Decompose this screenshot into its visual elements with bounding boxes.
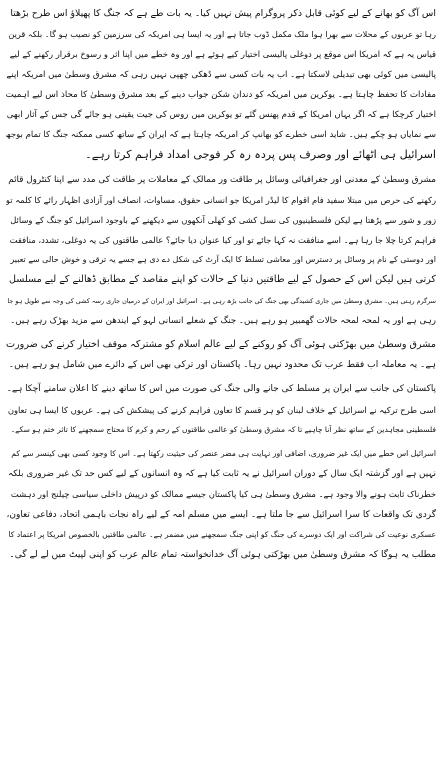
text-line: رکھنے کی حرص میں مبتلا سفید فام اقوام کا لیڈر امریکا جو انسانی حقوق، مساوات، انصاف اور آزادی اظہار رائے کا کلمہ تو — [6, 194, 436, 205]
paragraph-resources — [6, 170, 436, 332]
text-line: فلسطینی مجاہدین کے ساتھ نظر آنا چاہیے تا کہ مشرق وسطیٰ کو عالمی طاقتوں کے رحم و کرم کا محتاج سمجھنے کا تاثر ختم ہو سکے۔ — [10, 424, 436, 434]
text-line: زور و شور سے پڑھتا ہے لیکن فلسطینیوں کی نسل کشی کو کھلی آنکھوں سے دیکھنے کے باوجود اسرائیل کو جنگ کے وسائل — [10, 214, 436, 225]
text-line: اس آگ کو بھانے کے لیے کوئی قابل ذکر پروگرام پیش نہیں کیا۔ یہ بات طے ہے کہ جنگ کا پھیلاؤ اس طرح بڑھتا — [10, 8, 436, 19]
paragraph-unity — [6, 335, 436, 375]
text-line: پالیسی میں کوئی بھی تبدیلی لاسکتا ہے۔ اب یہ بات کسی سے ڈھکی چھپی نہیں رہی کہ مشرق وسطیٰ میں امریکہ اپنے — [6, 69, 436, 80]
text-line: مفادات کا تحفظ چاہتا ہے۔ یوکرین میں امریکہ کو دندان شکن جواب دینے کے بعد مشرق وسطیٰ کا محاذ اس لیے اہمیت — [6, 89, 436, 100]
text-line: سے نمایاں ہو چکے ہیں۔ شاید اسی خطرے کو بھانپ کر امریکہ چاہتا ہے کہ ایران کے ساتھ کسی ممکنہ جنگ کا تمام بوجھ — [6, 130, 436, 141]
text-line: گردی تک واقعات کا سرا اسرائیل سے جا ملتا ہے۔ ایسے میں مسلم امہ کے لیے راہ نجات باہمی اتحاد، دفاعی تعاون، — [6, 509, 436, 520]
text-line: اسرائیل ہی اٹھائے اور وصرف پس پردہ رہ کر فوجی امداد فراہم کرتا رہے۔ — [85, 148, 436, 162]
text-line: نہیں ہے اور گزشتہ ایک سال کے دوران اسرائیل نے یہ ثابت کیا ہے کہ وہ انسانوں کے لیے کس حد تک غیر ضروری بلکہ — [8, 469, 436, 480]
text-line: مشرق وسطیٰ میں بھڑکتی ہوئی آگ کو روکنے کے لیے عالم اسلام کو مشترکہ موقف اختیار کرنے کی ضرورت — [6, 339, 436, 350]
text-line: پاکستان کی جانب سے ایران پر مسلط کی جانے والی جنگ کی صورت میں اس کا ساتھ دینے کا اعلان سامنے آچکا ہے۔ — [6, 384, 436, 395]
text-line: اسرائیل اس خطے میں ایک غیر ضروری، اضافی اور نہایت ہی مضر عنصر کی حیثیت رکھتا ہے۔ اس کا وجود کسی بھی کینسر سے کم — [11, 448, 436, 458]
paragraph-conclusion — [6, 444, 436, 565]
text-line: خطرناک ثابت ہونے والا وجود ہے۔ مشرق وسطیٰ ہی کیا پاکستان جیسے ممالک کو درپیش داخلی سیاسی چیلنج اور دہشت — [10, 489, 436, 500]
paragraph-intro — [6, 4, 436, 166]
text-line: ہے۔ یہ معاملہ اب فقط عرب تک محدود نہیں رہا۔ پاکستان اور ترکی بھی اس کے دائرے میں شامل ہو رہے ہیں۔ — [8, 360, 436, 371]
text-line: اختیار کرچکا ہے کہ اگر یہاں امریکا کے قدم پھنس گئے تو یوکرین میں روس کی جیت یقینی ہو جائے گی جس کے آثار ابھی — [6, 109, 436, 120]
text-line: فراہم کرتا چلا جا رہا ہے۔ اسے منافقت نہ کہا جائے تو اور کیا عنوان دیا جائے؟ عالمی طاقتوں کی یہ دوغلی، تشدد، منافقت — [9, 235, 436, 246]
text-line: رہا تو عربوں کے محلات سے بھرا ہوا ملک مکمل ڈوب جاتا ہے اور یہ ایسا ہی امریکہ کی سرزمین کو نصیب ہو گا۔ بلکہ قرین — [8, 29, 436, 40]
text-line: قیاس یہ ہے کہ امریکا اس موقع پر دوغلی پالیسی اختیار کیے ہوئے ہے اور وہ خطے میں اپنا اثر و رسوخ برقرار رکھنے کے لیے — [9, 49, 436, 60]
text-line: سرگرم رہتی ہیں۔ مشرق وسطیٰ میں جاری کشیدگی بھی جنگ کی جانب بڑھ رہی ہے۔ اسرائیل اور ایران کے درمیان جاری رسہ کشی کی وجہ سے طویل ہو جا — [7, 296, 436, 305]
paragraph-support — [6, 379, 436, 440]
text-line: اسی طرح ترکیہ نے اسرائیل کے خلاف لبنان کو ہر قسم کا تعاون فراہم کرنے کی پیشکش کی ہے۔ عربوں کا ایسا ہی تعاون — [7, 404, 436, 415]
text-line: عسکری نوعیت کی شراکت اور ایک دوسرے کی جنگ کو اپنی جنگ سمجھنے میں مضمر ہے۔ عالمی طاقتیں بالخصوص امریکا پر اعتماد کا — [8, 529, 436, 539]
text-line: اور دوستی کے نام پر وسائل پر دسترس اور معاشی تسلط کا ایک آرٹ کی شکل دے دی ہے جسے یہ ترقی و خوش حالی سے تعبیر — [10, 255, 436, 265]
text-line: کرتی ہیں لیکن اس کے حصول کے لیے طاقتیں دنیا کے حالات کو اپنے مقاصد کے مطابق ڈھالنے کے لیے مسلسل — [9, 274, 436, 286]
text-line: مشرق وسطیٰ کے معدنی اور جغرافیائی وسائل پر طاقت ور ممالک کے معاملات پر طاقت کی مدد سے اپنا کنٹرول قائم — [8, 174, 436, 185]
text-line: مطلب یہ ہوگا کہ مشرق وسطیٰ میں بھڑکتی ہوئی آگ خدانخواستہ تمام عالم عرب کو اپنی لپیٹ میں لے لے گی۔ — [9, 549, 436, 560]
text-line: رہی ہے اور یہ لمحہ لمحہ حالات گھمبیر ہو رہے ہیں۔ جنگ کے شعلے انسانی لہو کے ایندھن سے مزید بھڑک رہے ہیں۔ — [10, 315, 436, 326]
